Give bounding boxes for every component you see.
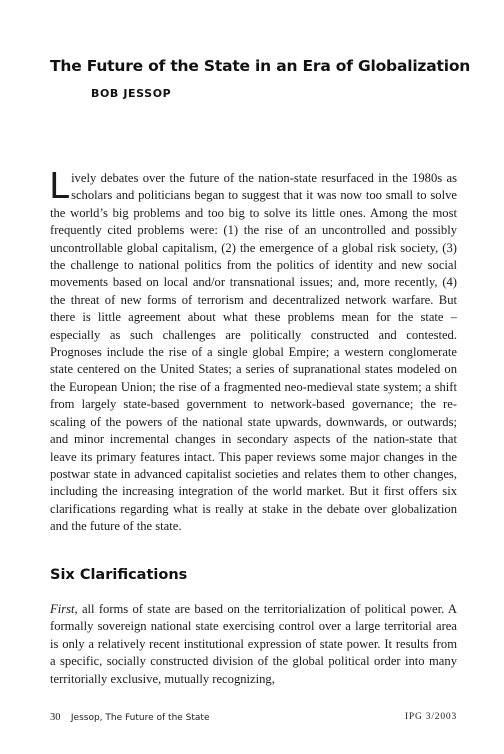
article-title: The Future of the State in an Era of Globalization xyxy=(50,57,471,75)
intro-text: ively debates over the future of the nation-state resurfaced in the 1980s as scholars and politicians began to suggest that it was now too small to solve the world’s big problems and too big to solve its little ones. Among the most frequently cited problems were: (1) the rise of an uncontrolled and possibly uncontrollable global capitalism, (2) the emergence of a global risk society, (3) the challenge to national politics from the politics of identity and new social movements based on local and/or transnational issues; and, more recently, (4) the threat of new forms of terrorism and decentralized network warfare. But there is little agreement about what these problems mean for the state – especially as such challenges are politically constructed and contested. Prognoses include the rise of a single global Empire; a western conglomerate state centered on the United States; a series of supranational states modeled on the European Union; the rise of a fragmented neo-medieval state system; a shift from largely state-based government to network-based governance; the re-scaling of the powers of the national state upwards, downwards, or outwards; and minor incremental changes in secondary aspects of the nation-state that leave its primary features intact. This paper reviews some major changes in the postwar state in advanced capitalist societies and relates them to other changes, including the increasing integration of the world market. But it first offers six clarifications regarding what is really at stake in the debate over globalization and the future of the state. xyxy=(50,171,457,534)
drop-cap: L xyxy=(49,166,70,207)
section-paragraph xyxy=(50,601,457,688)
author-name: BOB JESSOP xyxy=(91,87,172,100)
intro-paragraph xyxy=(49,166,457,536)
page-number: 30 xyxy=(50,712,61,723)
running-title: Jessop, The Future of the State xyxy=(70,713,210,723)
footer-left xyxy=(50,712,210,723)
journal-issue: IPG 3/2003 xyxy=(404,712,457,722)
section-heading: Six Clarifications xyxy=(50,567,188,583)
section-lead-word: First xyxy=(50,602,75,616)
section-text: , all forms of state are based on the territorialization of political power. A formally sovereign national state exercising control over a large territorial area is only a relatively recent institutional expression of state power. It results from a specific, socially constructed division of the global political order into many territorially exclusive, mutually recognizing, xyxy=(50,602,457,686)
